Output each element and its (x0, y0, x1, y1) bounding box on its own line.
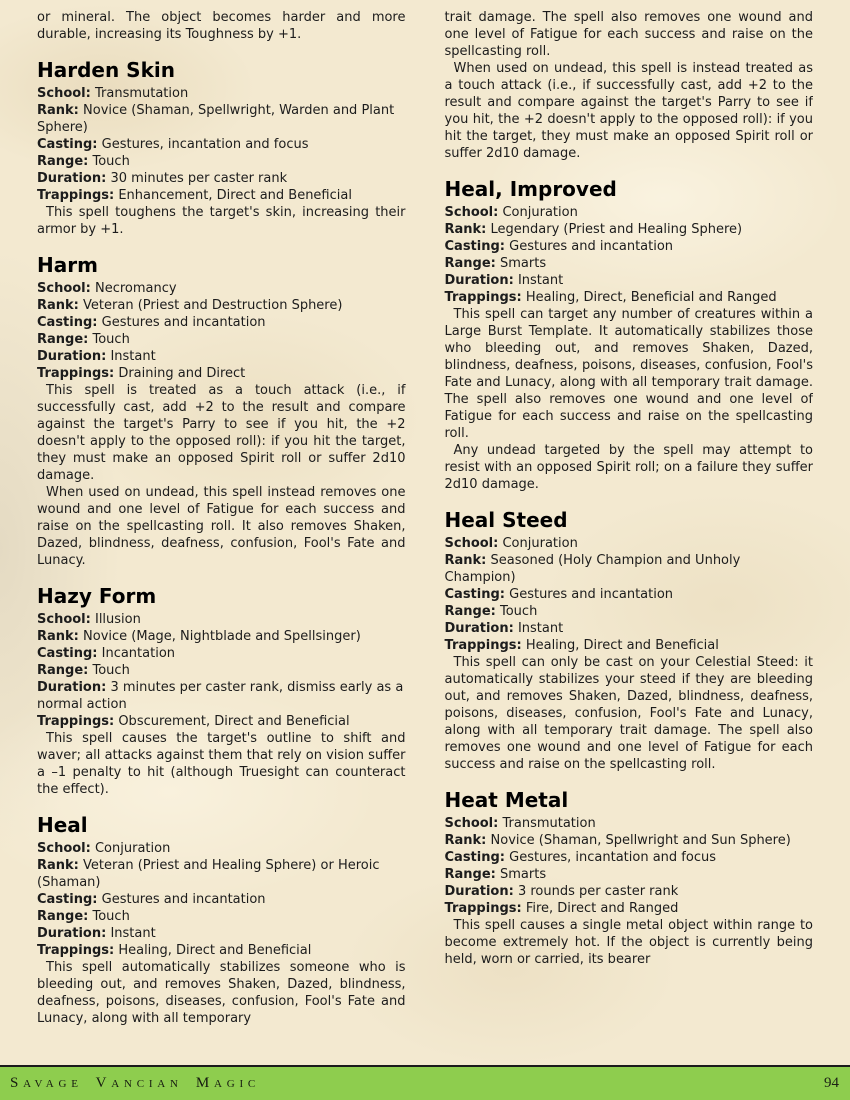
stat-rank (445, 221, 814, 238)
stat-rank (37, 297, 406, 314)
spell-section-harden-skin (37, 59, 406, 238)
stat-rank (37, 857, 406, 891)
stat-rank (445, 832, 814, 849)
stat-value: 30 minutes per caster rank (110, 171, 288, 186)
stat-value: Necromancy (94, 281, 177, 296)
stat-trappings (445, 289, 814, 306)
stat-value: Novice (Shaman, Spellwright and Sun Sphere) (490, 833, 791, 848)
stat-label: Rank: (37, 103, 79, 118)
stat-value: Touch (92, 663, 130, 678)
stat-casting (37, 136, 406, 153)
stat-value: Transmutation (94, 86, 189, 101)
stat-duration (37, 170, 406, 187)
stat-label: Range: (37, 909, 89, 924)
stat-value: Novice (Mage, Nightblade and Spellsinger) (83, 629, 361, 644)
stat-value: Draining and Direct (118, 366, 246, 381)
stat-label: Casting: (444, 239, 505, 254)
stat-label: Trappings: (444, 901, 522, 916)
spell-title: Harm (37, 253, 98, 277)
stat-value: Conjuration (502, 205, 578, 220)
stat-casting (37, 314, 406, 331)
stat-duration (37, 679, 406, 713)
stat-value: Enhancement, Direct and Beneficial (118, 188, 352, 203)
spell-section-heal-improved (445, 178, 814, 493)
stat-label: School: (37, 86, 91, 101)
stat-duration (445, 883, 814, 900)
continuation-paragraph: When used on undead, this spell is instead treated as a touch attack (i.e., if successfully cast, add +2 to the result and compare against the target's Parry to see if you hit, the +2 doesn't apply to the opposed roll): if you hit the target, they must make an opposed Spirit roll or suffer 2d10 damage. (444, 61, 813, 161)
stat-value: Conjuration (94, 841, 171, 856)
stat-label: School: (444, 536, 499, 551)
spell-title: Harden Skin (37, 58, 175, 82)
stat-value: Healing, Direct, Beneficial and Ranged (525, 290, 777, 305)
stat-value: Seasoned (Holy Champion and Unholy Champion) (444, 553, 741, 585)
stat-school (445, 815, 814, 832)
stat-value: Instant (110, 926, 156, 941)
stat-casting (445, 238, 814, 255)
stat-rank (37, 102, 406, 136)
stat-label: School: (37, 841, 91, 856)
stat-school (445, 204, 814, 221)
stat-casting (37, 645, 406, 662)
stat-label: Trappings: (37, 366, 115, 381)
stat-trappings (445, 900, 814, 917)
stat-value: Fire, Direct and Ranged (525, 901, 679, 916)
stat-range (37, 908, 406, 925)
stat-value: Gestures, incantation and focus (509, 850, 716, 865)
stat-label: Casting: (37, 137, 98, 152)
stat-school (445, 535, 814, 552)
stat-label: School: (37, 612, 91, 627)
spell-title: Heat Metal (444, 788, 569, 812)
spell-title: Hazy Form (37, 584, 157, 608)
continuation-paragraph: trait damage. The spell also removes one wound and one level of Fatigue for each success and raise on the spellcasting roll. (444, 10, 813, 59)
stat-range (37, 153, 406, 170)
stat-value: Smarts (500, 256, 547, 271)
stat-label: Range: (444, 867, 496, 882)
stat-value: Healing, Direct and Beneficial (525, 638, 719, 653)
stat-value: Veteran (Priest and Healing Sphere) or Heroic (Shaman) (37, 858, 380, 890)
stat-value: Gestures and incantation (509, 587, 674, 602)
spell-paragraph: This spell can target any number of creatures within a Large Burst Template. It automatically stabilizes those who bleeding out, and removes Shaken, Dazed, blindness, deafness, poisons, diseases, confusion, Fool's Fate and Lunacy, along with all temporary trait damage. The spell also removes one wound and one level of Fatigue for each success and raise on the spellcasting roll. (444, 307, 813, 441)
stat-value: Instant (517, 273, 564, 288)
stat-range (37, 662, 406, 679)
stat-value: Smarts (500, 867, 547, 882)
stat-value: Touch (92, 332, 130, 347)
stat-label: Rank: (444, 222, 487, 237)
stat-label: Duration: (37, 171, 107, 186)
stat-range (37, 331, 406, 348)
stat-label: Rank: (37, 629, 79, 644)
stat-trappings (37, 187, 406, 204)
stat-value: Novice (Shaman, Spellwright, Warden and Plant Sphere) (37, 103, 395, 135)
stat-trappings (37, 365, 406, 382)
spell-title: Heal (37, 813, 88, 837)
stat-label: Duration: (444, 884, 514, 899)
spell-paragraph: When used on undead, this spell instead removes one wound and one level of Fatigue for each success and raise on the spellcasting roll. It also removes Shaken, Dazed, blindness, deafness, confusion, Fool's Fate and Lunacy. (37, 485, 406, 568)
stat-duration (37, 925, 406, 942)
stat-value: Incantation (101, 646, 176, 661)
stat-rank (445, 552, 814, 586)
stat-value: 3 minutes per caster rank, dismiss early as a normal action (37, 680, 404, 712)
continuation-paragraph: or mineral. The object becomes harder and more durable, increasing its Toughness by +1. (37, 10, 406, 42)
stat-label: Trappings: (37, 714, 115, 729)
stat-range (445, 255, 814, 272)
stat-label: Rank: (444, 553, 487, 568)
footer-page-number: 94 (824, 1075, 839, 1091)
stat-label: Rank: (37, 298, 79, 313)
stat-label: Trappings: (444, 638, 522, 653)
stat-label: Casting: (37, 315, 98, 330)
spell-paragraph: This spell causes a single metal object within range to become extremely hot. If the object is currently being held, worn or carried, its bearer (444, 918, 813, 967)
stat-school (37, 280, 406, 297)
stat-value: Touch (92, 909, 130, 924)
stat-value: Touch (500, 604, 538, 619)
stat-value: Gestures, incantation and focus (101, 137, 309, 152)
spell-paragraph: This spell automatically stabilizes someone who is bleeding out, and removes Shaken, Dazed, blindness, deafness, poisons, diseases, confusion, Fool's Fate and Lunacy, along with all temporary (37, 960, 406, 1026)
stat-label: Casting: (37, 646, 98, 661)
stat-label: Duration: (444, 621, 514, 636)
stat-value: Touch (92, 154, 130, 169)
spell-paragraph: This spell can only be cast on your Celestial Steed: it automatically stabilizes your steed if they are bleeding out, and removes Shaken, Dazed, blindness, deafness, poisons, diseases, confusion, Fool's Fate and Lunacy, along with all temporary trait damage. The spell also removes one wound and one level of Fatigue for each success and raise on the spellcasting roll. (444, 655, 813, 772)
stat-label: Range: (37, 663, 89, 678)
spell-title: Heal, Improved (444, 177, 617, 201)
stat-casting (37, 891, 406, 908)
stat-label: Range: (37, 332, 89, 347)
stat-rank (37, 628, 406, 645)
stat-label: Trappings: (37, 188, 115, 203)
spell-title: Heal Steed (444, 508, 568, 532)
spell-section-harm (37, 254, 406, 569)
stat-label: Range: (444, 256, 496, 271)
page-columns (37, 9, 813, 1055)
stat-value: Obscurement, Direct and Beneficial (118, 714, 350, 729)
stat-label: Duration: (37, 349, 107, 364)
stat-school (37, 85, 406, 102)
stat-value: Veteran (Priest and Destruction Sphere) (83, 298, 343, 313)
stat-value: Healing, Direct and Beneficial (118, 943, 312, 958)
stat-label: Range: (37, 154, 89, 169)
stat-duration (445, 620, 814, 637)
spell-paragraph: This spell is treated as a touch attack (i.e., if successfully cast, add +2 to the result and compare against the target's Parry to see if you hit, the +2 doesn't apply to the opposed roll): if you hit the target, they must make an opposed Spirit roll or suffer 2d10 damage. (37, 383, 406, 483)
stat-label: Casting: (37, 892, 98, 907)
stat-school (37, 611, 406, 628)
stat-value: 3 rounds per caster rank (517, 884, 679, 899)
stat-trappings (37, 942, 406, 959)
stat-trappings (445, 637, 814, 654)
stat-label: Trappings: (444, 290, 522, 305)
stat-casting (445, 586, 814, 603)
stat-value: Legendary (Priest and Healing Sphere) (490, 222, 743, 237)
stat-label: Duration: (444, 273, 514, 288)
column-right (445, 9, 814, 1055)
stat-value: Instant (517, 621, 564, 636)
column-left (37, 9, 406, 1055)
stat-value: Gestures and incantation (101, 892, 266, 907)
stat-label: School: (444, 816, 499, 831)
stat-value: Illusion (94, 612, 141, 627)
stat-range (445, 603, 814, 620)
stat-trappings (37, 713, 406, 730)
stat-label: School: (444, 205, 499, 220)
stat-value: Gestures and incantation (101, 315, 266, 330)
stat-label: Range: (444, 604, 496, 619)
spell-paragraph: This spell causes the target's outline to shift and waver; all attacks against them that rely on vision suffer a –1 penalty to hit (although Truesight can counteract the effect). (37, 731, 406, 797)
stat-duration (445, 272, 814, 289)
spell-paragraph: Any undead targeted by the spell may attempt to resist with an opposed Spirit roll; on a failure they suffer 2d10 damage. (444, 443, 813, 492)
stat-label: Casting: (444, 850, 505, 865)
footer-chapter-title: Savage Vancian Magic (10, 1075, 261, 1091)
stat-value: Conjuration (502, 536, 578, 551)
stat-range (445, 866, 814, 883)
stat-label: Duration: (37, 680, 107, 695)
spell-section-heal (37, 814, 406, 1027)
stat-school (37, 840, 406, 857)
stat-value: Instant (110, 349, 156, 364)
stat-label: Trappings: (37, 943, 115, 958)
stat-duration (37, 348, 406, 365)
stat-label: Rank: (444, 833, 487, 848)
stat-label: Casting: (444, 587, 505, 602)
spell-paragraph: This spell toughens the target's skin, increasing their armor by +1. (37, 205, 406, 237)
stat-label: Duration: (37, 926, 107, 941)
footer-bar (0, 1065, 850, 1100)
spell-section-heat-metal (445, 789, 814, 968)
spell-section-hazy-form (37, 585, 406, 798)
spell-section-heal-steed (445, 509, 814, 773)
stat-label: School: (37, 281, 91, 296)
stat-casting (445, 849, 814, 866)
stat-value: Transmutation (502, 816, 596, 831)
stat-label: Rank: (37, 858, 79, 873)
stat-value: Gestures and incantation (509, 239, 674, 254)
